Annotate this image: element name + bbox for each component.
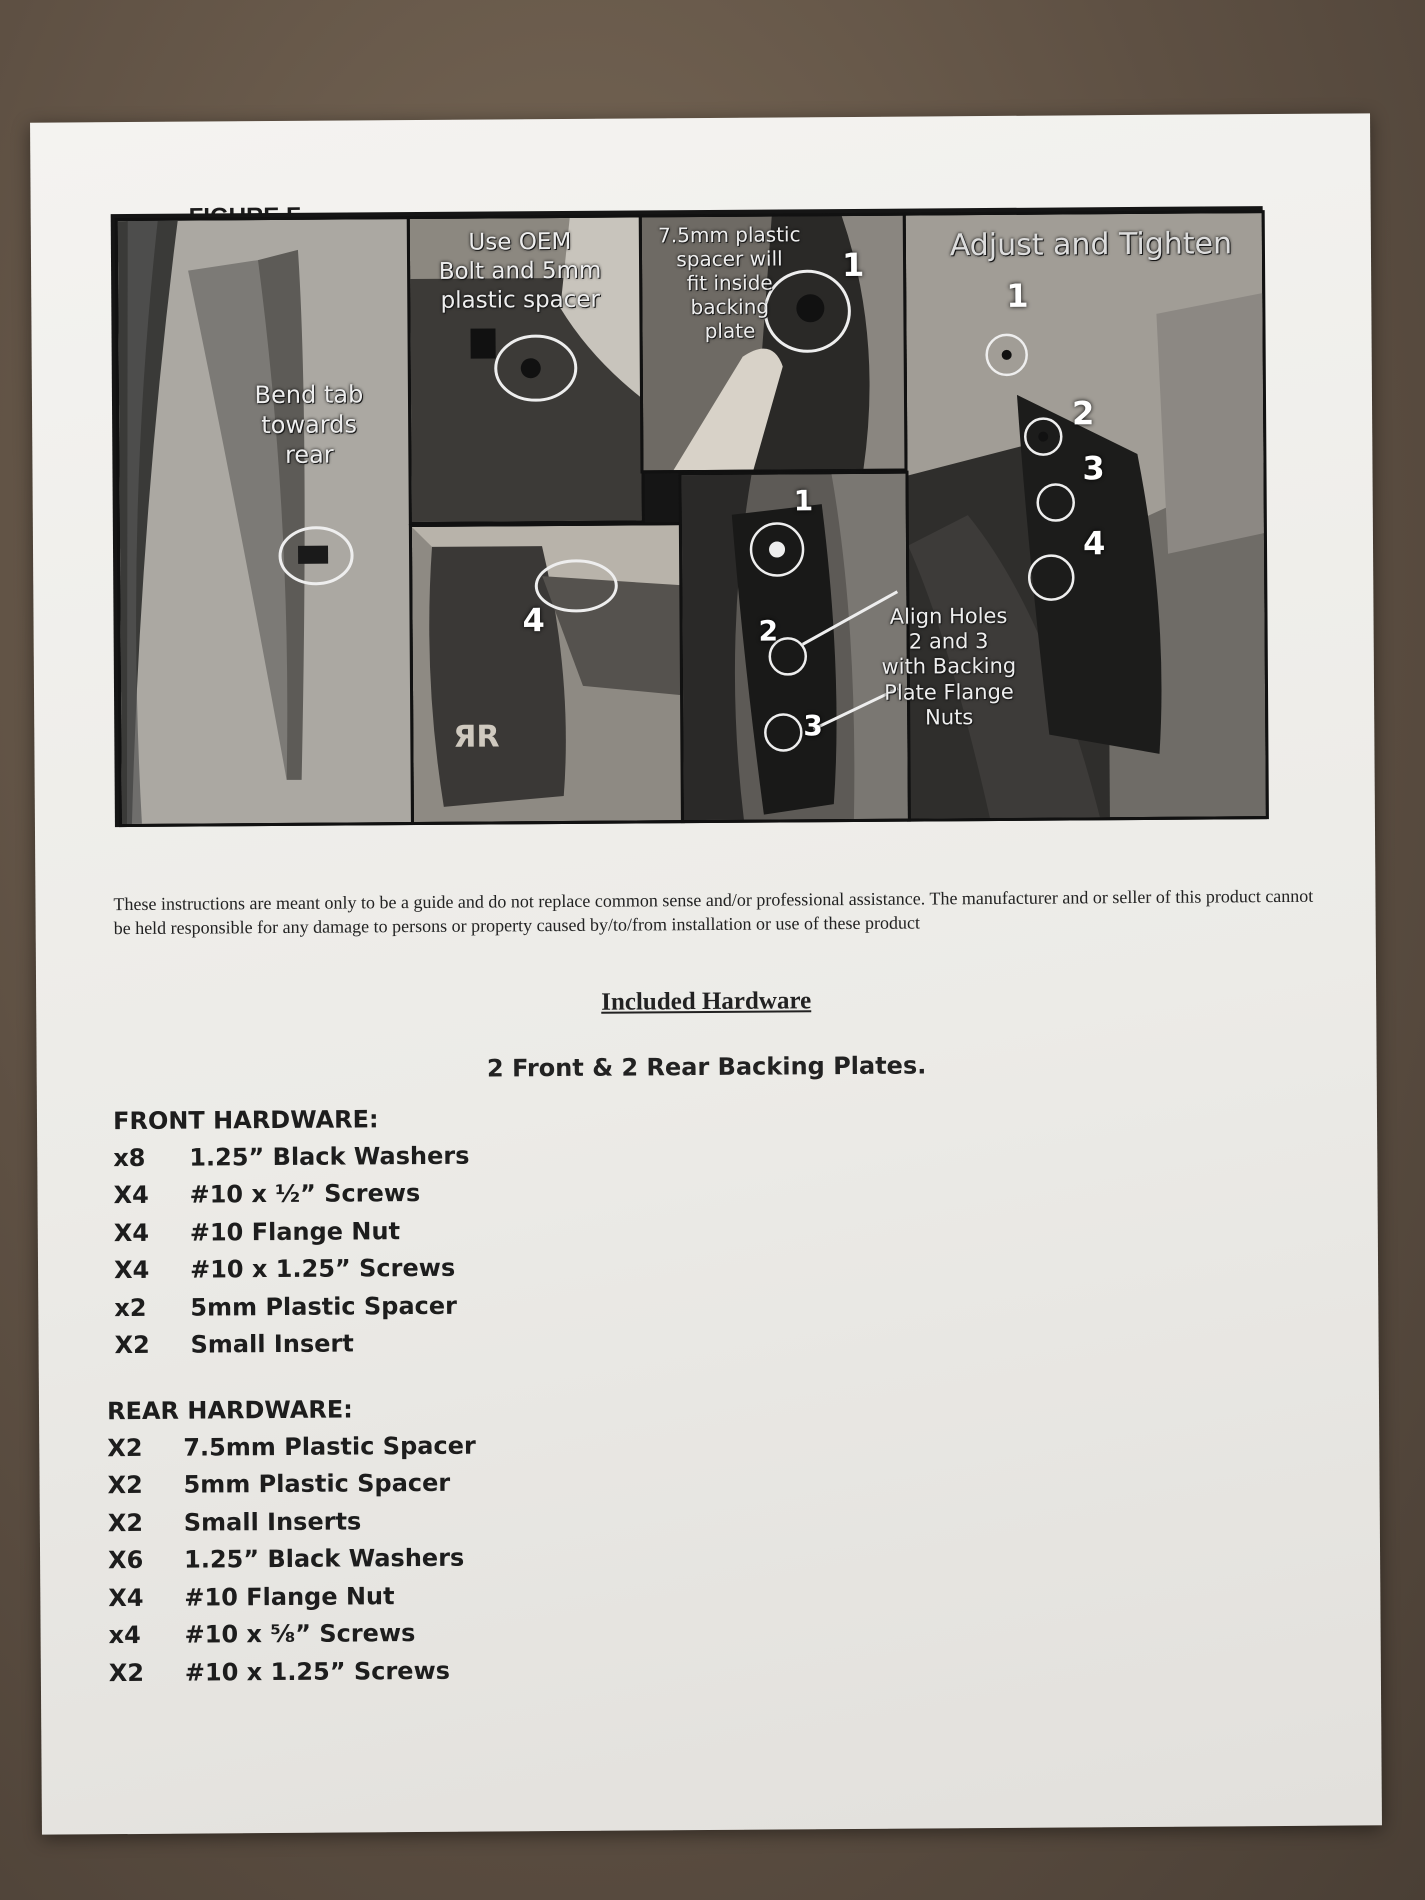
hardware-heading: Included Hardware: [601, 987, 812, 1016]
rear-hardware-title: REAR HARDWARE:: [106, 1395, 353, 1426]
item-qty: X2: [107, 1471, 143, 1500]
number-4-flap: 4: [522, 601, 545, 640]
item-qty: X2: [107, 1433, 143, 1462]
caption-use-oem: Use OEM Bolt and 5mm plastic spacer: [438, 228, 602, 314]
list-item: [107, 1464, 476, 1504]
item-desc: Small Insert: [190, 1329, 354, 1359]
number-3-align: 3: [803, 709, 823, 743]
item-qty: X6: [107, 1546, 144, 1575]
front-hardware-title: FRONT HARDWARE:: [112, 1105, 379, 1136]
list-item: [109, 1652, 478, 1692]
item-desc: 5mm Plastic Spacer: [190, 1291, 458, 1322]
number-3-adjust: 3: [1082, 449, 1105, 488]
panel-bend-tab: [115, 216, 415, 827]
item-desc: #10 x ½” Screws: [189, 1179, 421, 1209]
caption-align-holes: Align Holes 2 and 3 with Backing Plate Flange Nuts: [881, 603, 1017, 730]
list-item: [108, 1502, 477, 1542]
item-qty: x2: [114, 1293, 147, 1322]
number-2-adjust: 2: [1071, 394, 1095, 433]
item-qty: X2: [108, 1658, 145, 1687]
caption-bend-tab: Bend tab towards rear: [254, 380, 364, 469]
flap-photo: [412, 525, 682, 822]
number-1-spacer: 1: [841, 245, 865, 285]
item-desc: #10 x 1.25” Screws: [189, 1254, 456, 1284]
list-item: [114, 1324, 470, 1364]
item-qty: X4: [113, 1181, 149, 1210]
list-item: [113, 1137, 469, 1177]
instruction-sheet: [30, 113, 1382, 1834]
item-desc: #10 Flange Nut: [184, 1581, 395, 1612]
caption-spacer-fit: 7.5mm plastic spacer will fit inside backing plate: [658, 222, 801, 343]
number-4-adjust: 4: [1082, 524, 1106, 563]
item-qty: x4: [108, 1621, 141, 1650]
bend-tab-photo: [118, 219, 412, 824]
item-qty: X2: [107, 1508, 144, 1537]
hardware-subheading: 2 Front & 2 Rear Backing Plates.: [486, 1051, 927, 1083]
list-item: [108, 1577, 477, 1617]
rear-hardware-list: [107, 1395, 478, 1692]
panel-use-oem: [407, 214, 645, 525]
list-item: [107, 1427, 476, 1467]
panel-spacer-fit: [639, 213, 909, 474]
item-qty: X4: [108, 1583, 144, 1612]
caption-adjust-tighten: Adjust and Tighten: [949, 226, 1233, 264]
front-hardware-list: [113, 1105, 471, 1364]
item-desc: 1.25” Black Washers: [189, 1141, 470, 1172]
svg-text:ЯR: ЯR: [453, 719, 500, 755]
list-item: [114, 1212, 470, 1252]
list-item: [114, 1287, 470, 1327]
list-item: [114, 1249, 470, 1289]
item-desc: 5mm Plastic Spacer: [183, 1469, 451, 1499]
item-qty: X4: [113, 1218, 150, 1247]
list-item: [113, 1174, 469, 1214]
item-qty: X4: [113, 1256, 150, 1285]
item-desc: Small Inserts: [183, 1507, 362, 1537]
number-1-adjust: 1: [1006, 276, 1029, 315]
list-item: [108, 1614, 477, 1654]
panel-flap: [409, 522, 685, 825]
number-1-align: 1: [793, 484, 814, 518]
item-desc: 7.5mm Plastic Spacer: [183, 1431, 476, 1462]
installation-figure: [111, 206, 1267, 827]
item-qty: X2: [114, 1331, 150, 1360]
item-desc: #10 x 1.25” Screws: [184, 1656, 451, 1687]
item-desc: #10 Flange Nut: [189, 1216, 401, 1247]
item-qty: x8: [113, 1143, 146, 1172]
list-item: [108, 1539, 477, 1579]
number-2-align: 2: [758, 614, 779, 648]
item-desc: #10 x ⅝” Screws: [184, 1619, 416, 1649]
item-desc: 1.25” Black Washers: [183, 1543, 465, 1574]
disclaimer-text: These instructions are meant only to be a guide and do not replace common sense and/or professional assistance. The manufacturer and or seller of this product cannot be held responsible for any damage to persons or property caused by/to/from installation or use of these product: [113, 885, 1314, 939]
